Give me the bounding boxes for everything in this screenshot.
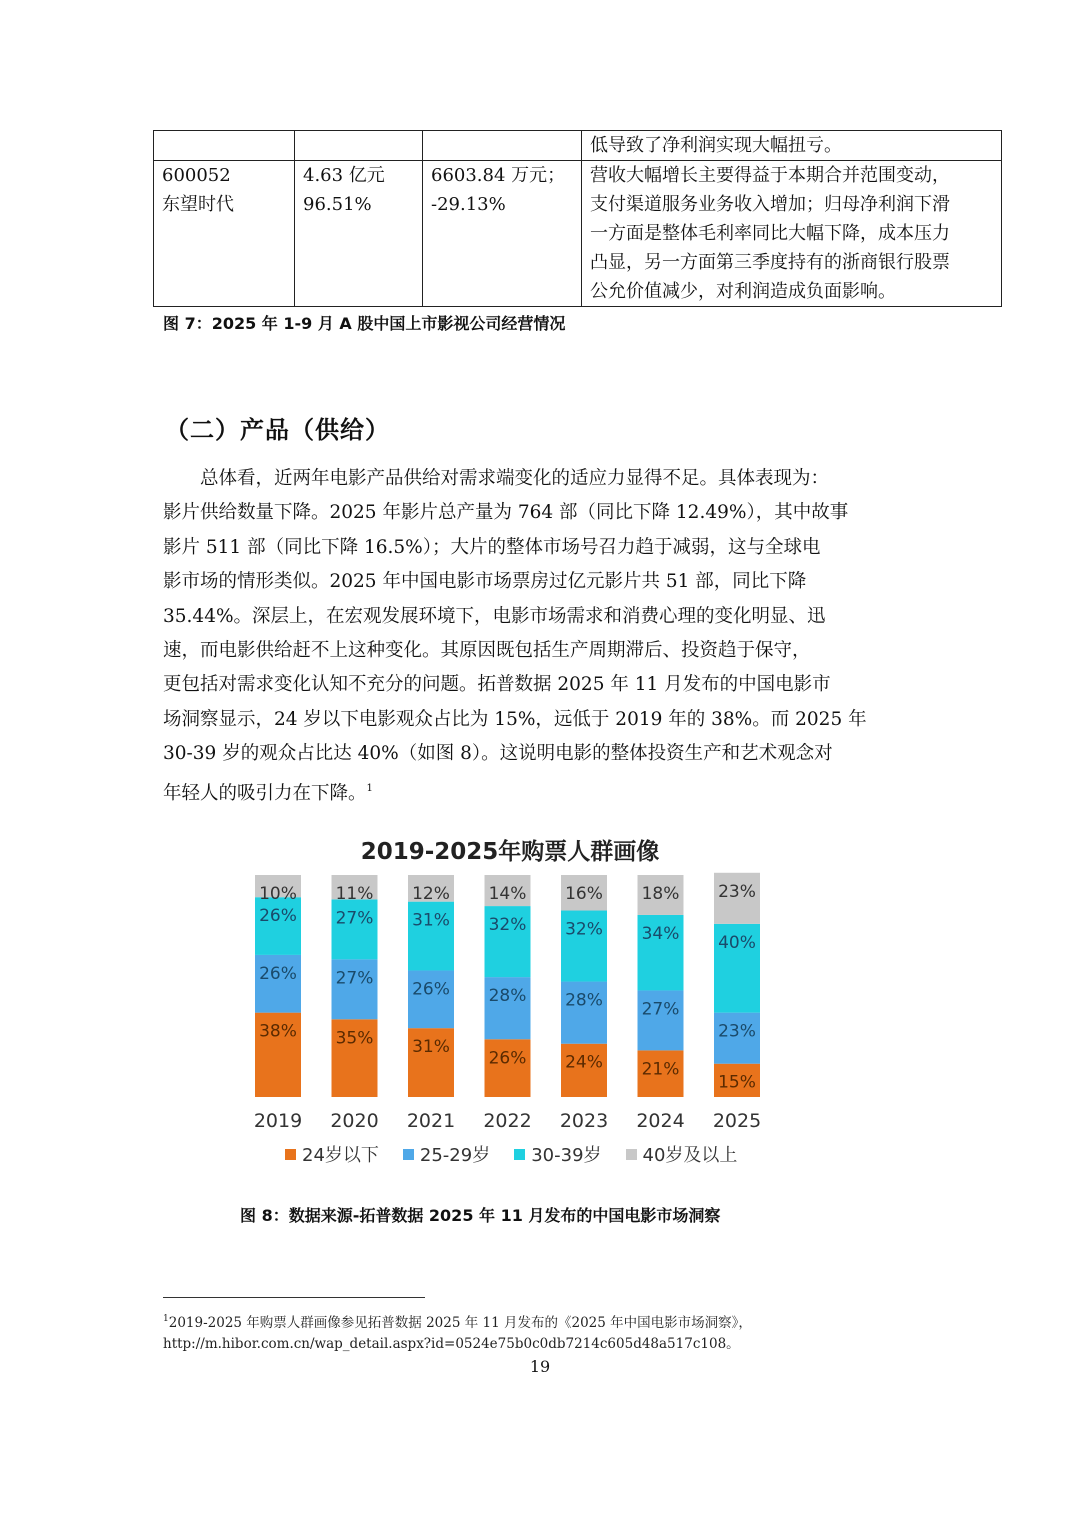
- paragraph-line: 速，而电影供给赶不上这种变化。其原因既包括生产周期滞后、投资趋于保守，: [163, 640, 811, 662]
- legend-swatch: [285, 1149, 296, 1160]
- description-line: 公允价值减少，对利润造成负面影响。: [590, 281, 896, 302]
- stacked-bar-chart: [215, 825, 805, 1135]
- paragraph-line: 35.44%。深层上，在宏观发展环境下，电影市场需求和消费心理的变化明显、迅: [163, 605, 826, 627]
- data-label: 26%: [259, 963, 297, 984]
- description-line: 凸显，另一方面第三季度持有的浙商银行股票: [590, 252, 950, 273]
- company-name: 东望时代: [162, 194, 234, 215]
- data-label: 24%: [565, 1052, 603, 1073]
- footnote-line: [163, 1309, 752, 1334]
- data-label: 28%: [488, 986, 527, 1007]
- footnote-reference[interactable]: 1: [366, 782, 373, 794]
- legend-swatch: [514, 1149, 525, 1160]
- legend-label: 24岁以下: [302, 1145, 379, 1166]
- x-tick-label: 2025: [712, 1110, 762, 1132]
- footnote-text: 2019-2025 年购票人群画像参见拓普数据 2025 年 11 月发布的《2025 年中国电影市场洞察》，: [168, 1315, 752, 1331]
- data-label: 15%: [718, 1072, 756, 1093]
- x-tick-label: 2023: [559, 1110, 609, 1132]
- table-cell: [295, 131, 423, 161]
- data-label: 23%: [718, 881, 756, 902]
- figure-8-caption: 图 8：数据来源-拓普数据 2025 年 11 月发布的中国电影市场洞察: [240, 1206, 721, 1225]
- legend-swatch: [403, 1149, 414, 1160]
- paragraph-line: 影市场的情形类似。2025 年中国电影市场票房过亿元影片共 51 部，同比下降: [163, 571, 807, 593]
- section-heading: （二）产品（供给）: [165, 416, 390, 444]
- legend-label: 30-39岁: [531, 1145, 602, 1166]
- data-label: 26%: [412, 979, 450, 1000]
- footnote-divider: [163, 1297, 425, 1298]
- paragraph-line: 更包括对需求变化认知不充分的问题。拓普数据 2025 年 11 月发布的中国电影市: [163, 674, 831, 696]
- data-label: 27%: [641, 999, 680, 1020]
- paragraph-line: 影片供给数量下降。2025 年影片总产量为 764 部（同比下降 12.49%），其中故事: [163, 502, 849, 524]
- stock-code: 600052: [162, 165, 231, 186]
- chart-legend: [285, 1141, 737, 1167]
- paragraph-line: 30-39 岁的观众占比达 40%（如图 8）。这说明电影的整体投资生产和艺术观念对: [163, 743, 833, 765]
- data-label: 16%: [565, 884, 603, 904]
- footnote-mark: 1: [163, 1314, 169, 1324]
- table-row: [154, 161, 1002, 307]
- data-label: 35%: [335, 1028, 374, 1049]
- revenue-value: 4.63 亿元: [303, 165, 385, 186]
- data-label: 34%: [641, 923, 680, 944]
- description-line: 营收大幅增长主要得益于本期合并范围变动，: [590, 165, 950, 186]
- data-label: 31%: [412, 910, 450, 931]
- legend-item: [514, 1141, 601, 1167]
- data-label: 23%: [718, 1021, 756, 1042]
- data-label: 31%: [412, 1037, 450, 1058]
- x-tick-label: 2022: [483, 1110, 532, 1132]
- paragraph-line: 总体看，近两年电影产品供给对需求端变化的适应力显得不足。具体表现为：: [163, 468, 830, 489]
- data-label: 40%: [718, 932, 756, 953]
- profit-value: 6603.84 万元；: [431, 165, 566, 186]
- cell-text: 低导致了净利润实现大幅扭亏。: [590, 135, 842, 156]
- data-label: 32%: [488, 915, 527, 936]
- legend-item: [285, 1141, 379, 1167]
- legend-label: 25-29岁: [419, 1145, 491, 1166]
- table-row: [154, 131, 1002, 161]
- paragraph-line: 影片 511 部（同比下降 16.5%）；大片的整体市场号召力趋于减弱，这与全球电: [163, 536, 821, 558]
- table-cell: [154, 131, 295, 161]
- company-cell: [154, 161, 295, 307]
- table-cell: [582, 131, 1002, 161]
- x-tick-label: 2019: [253, 1110, 303, 1132]
- paragraph-line: [163, 772, 923, 811]
- legend-item: [403, 1141, 490, 1167]
- figure-7-caption: 图 7：2025 年 1-9 月 A 股中国上市影视公司经营情况: [163, 314, 566, 333]
- data-label: 18%: [641, 884, 680, 904]
- data-label: 26%: [259, 906, 297, 927]
- legend-swatch: [626, 1149, 637, 1160]
- paragraph-line-text: 年轻人的吸引力在下降。: [163, 782, 367, 804]
- company-table: [153, 130, 1002, 307]
- data-label: 12%: [412, 884, 450, 904]
- description-line: 一方面是整体毛利率同比大幅下降，成本压力: [590, 223, 950, 244]
- data-label: 21%: [641, 1059, 680, 1080]
- data-label: 14%: [488, 884, 527, 904]
- data-label: 27%: [335, 908, 374, 929]
- description-line: 支付渠道服务业务收入增加；归母净利润下滑: [590, 194, 950, 215]
- data-label: 10%: [259, 884, 297, 904]
- table-cell: [423, 131, 582, 161]
- paragraph-line: 场洞察显示，24 岁以下电影观众占比为 15%，远低于 2019 年的 38%。而 2025 年: [163, 708, 867, 730]
- page-number: 19: [529, 1357, 551, 1376]
- x-tick-label: 2024: [636, 1110, 685, 1132]
- data-label: 11%: [335, 884, 374, 904]
- profit-cell: [423, 161, 582, 307]
- legend-label: 40岁及以上: [642, 1145, 738, 1166]
- data-label: 28%: [565, 990, 603, 1011]
- legend-item: [626, 1141, 738, 1167]
- revenue-cell: [295, 161, 423, 307]
- data-label: 26%: [488, 1048, 527, 1069]
- data-label: 27%: [335, 968, 374, 989]
- data-label: 38%: [259, 1021, 297, 1042]
- x-tick-label: 2020: [330, 1110, 379, 1132]
- data-label: 32%: [565, 919, 603, 940]
- audience-chart: [215, 825, 805, 1175]
- description-cell: [582, 161, 1002, 307]
- footnote-url[interactable]: http://m.hibor.com.cn/wap_detail.aspx?id=0524e75b0c0db7214c605d48a517c108。: [163, 1336, 740, 1352]
- chart-title: 2019-2025年购票人群画像: [360, 839, 660, 865]
- footnote: [163, 1309, 752, 1355]
- revenue-change: 96.51%: [303, 194, 372, 215]
- x-tick-label: 2021: [406, 1110, 456, 1132]
- body-paragraph: [163, 462, 923, 811]
- profit-change: -29.13%: [431, 194, 506, 215]
